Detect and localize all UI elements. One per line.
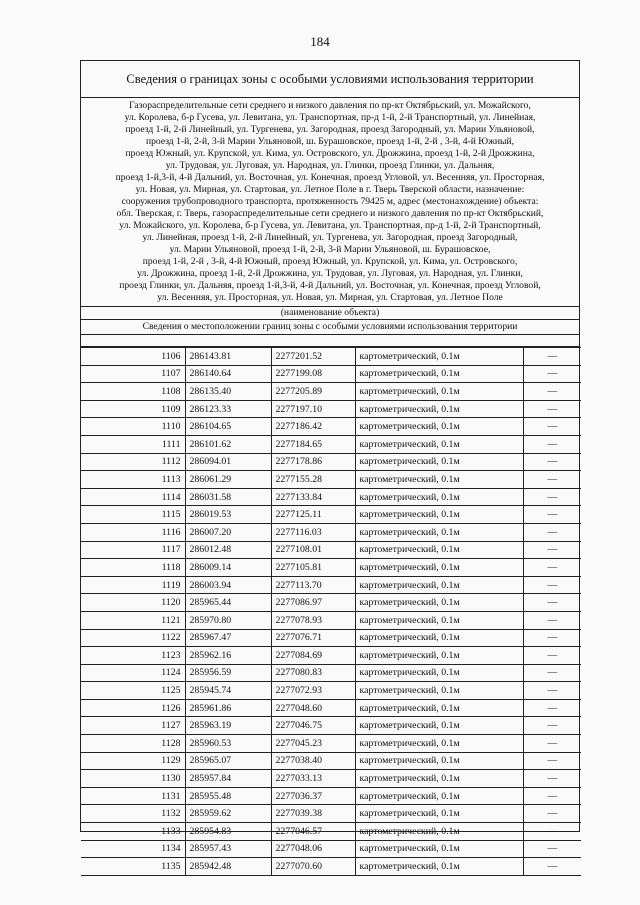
- coord-y-cell: 2277072.93: [271, 682, 355, 700]
- method-cell: картометрический, 0.1м: [355, 523, 523, 541]
- method-cell: картометрический, 0.1м: [355, 699, 523, 717]
- point-number-cell: 1109: [81, 400, 185, 418]
- point-number-cell: 1107: [81, 365, 185, 383]
- coord-x-cell: 286003.94: [185, 576, 271, 594]
- method-cell: картометрический, 0.1м: [355, 435, 523, 453]
- point-number-cell: 1123: [81, 647, 185, 665]
- description-line: проезд 1-й, 2-й Линейный, ул. Тургенева, ул. Загородная, проезд Загородный, ул. Марии Ульяновой,: [125, 124, 535, 135]
- description-line: ул. Новая, ул. Мирная, ул. Стартовая, ул. Летное Поле в г. Тверь Тверской области, назначение:: [135, 184, 525, 195]
- method-cell: картометрический, 0.1м: [355, 453, 523, 471]
- coord-y-cell: 2277078.93: [271, 611, 355, 629]
- point-number-cell: 1133: [81, 823, 185, 841]
- description-line: обл. Тверская, г. Тверь, газораспределительные сети среднего и низкого давления по пр-кт Октябрьский,: [116, 208, 544, 219]
- coord-x-cell: 285956.59: [185, 664, 271, 682]
- coord-y-cell: 2277086.97: [271, 594, 355, 612]
- coord-y-cell: 2277199.08: [271, 365, 355, 383]
- method-cell: картометрический, 0.1м: [355, 823, 523, 841]
- coord-x-cell: 285957.84: [185, 770, 271, 788]
- point-number-cell: 1124: [81, 664, 185, 682]
- point-number-cell: 1106: [81, 348, 185, 366]
- coord-x-cell: 285954.83: [185, 823, 271, 841]
- coord-x-cell: 285942.48: [185, 858, 271, 876]
- description-line: ул. Трудовая, ул. Луговая, ул. Народная, ул. Глинки, проезд Глинки, ул. Дальняя,: [165, 160, 495, 171]
- table-row: [81, 471, 581, 489]
- table-row: [81, 717, 581, 735]
- table-row: [81, 629, 581, 647]
- point-number-cell: 1115: [81, 506, 185, 524]
- table-row: [81, 752, 581, 770]
- description-line: ул. Линейная, проезд 1-й, 2-й Линейный, ул. Тургенева, ул. Загородная, проезд Загородный,: [142, 232, 518, 243]
- point-number-cell: 1110: [81, 418, 185, 436]
- coord-x-cell: 285955.48: [185, 787, 271, 805]
- method-cell: картометрический, 0.1м: [355, 365, 523, 383]
- description-line: проезд Глинки, ул. Дальняя, проезд 1-й,3-й, 4-й Дальний, ул. Восточная, ул. Конечная, проезд Угловой,: [119, 280, 541, 291]
- description-line: проезд 1-й, 2-й, 3-й Марии Ульяновой, ш. Бурашовское, проезд 1-й, 2-й , 3-й, 4-й Южный,: [145, 136, 515, 147]
- note-cell: —: [523, 541, 581, 559]
- section-title: Сведения о местоположении границ зоны с особыми условиями использования территории: [81, 320, 579, 335]
- coord-y-cell: 2277038.40: [271, 752, 355, 770]
- note-cell: —: [523, 770, 581, 788]
- coord-y-cell: 2277070.60: [271, 858, 355, 876]
- point-number-cell: 1122: [81, 629, 185, 647]
- method-cell: картометрический, 0.1м: [355, 418, 523, 436]
- note-cell: —: [523, 559, 581, 577]
- coord-x-cell: 285965.07: [185, 752, 271, 770]
- point-number-cell: 1120: [81, 594, 185, 612]
- point-number-cell: 1116: [81, 523, 185, 541]
- coord-x-cell: 286094.01: [185, 453, 271, 471]
- table-row: [81, 594, 581, 612]
- method-cell: картометрический, 0.1м: [355, 383, 523, 401]
- table-row: [81, 541, 581, 559]
- method-cell: картометрический, 0.1м: [355, 805, 523, 823]
- table-row: [81, 576, 581, 594]
- table-row: [81, 858, 581, 876]
- method-cell: картометрический, 0.1м: [355, 559, 523, 577]
- document-title: Сведения о границах зоны с особыми условиями использования территории: [81, 61, 579, 98]
- coord-x-cell: 286031.58: [185, 488, 271, 506]
- table-row: [81, 699, 581, 717]
- description-line: ул. Можайского, ул. Королева, б-р Гусева, ул. Левитана, ул. Транспортная, пр-д 1-й, 2-й Транспортный,: [119, 220, 541, 231]
- note-cell: —: [523, 453, 581, 471]
- note-cell: —: [523, 365, 581, 383]
- method-cell: картометрический, 0.1м: [355, 840, 523, 858]
- note-cell: —: [523, 435, 581, 453]
- description-line: проезд 1-й, 2-й , 3-й, 4-й Южный, проезд Южный, ул. Крупской, ул. Кима, ул. Островского,: [142, 256, 518, 267]
- coord-x-cell: 285967.47: [185, 629, 271, 647]
- note-cell: —: [523, 823, 581, 841]
- coord-y-cell: 2277125.11: [271, 506, 355, 524]
- table-row: [81, 682, 581, 700]
- coord-x-cell: 286101.62: [185, 435, 271, 453]
- note-cell: —: [523, 348, 581, 366]
- table-row: [81, 787, 581, 805]
- table-header-spacer: [81, 335, 579, 347]
- method-cell: картометрический, 0.1м: [355, 647, 523, 665]
- note-cell: —: [523, 383, 581, 401]
- note-cell: —: [523, 611, 581, 629]
- point-number-cell: 1131: [81, 787, 185, 805]
- note-cell: —: [523, 418, 581, 436]
- table-row: [81, 400, 581, 418]
- coord-y-cell: 2277045.23: [271, 735, 355, 753]
- method-cell: картометрический, 0.1м: [355, 506, 523, 524]
- note-cell: —: [523, 664, 581, 682]
- coord-x-cell: 286007.20: [185, 523, 271, 541]
- description-line: сооружения трубопроводного транспорта, протяженность 79425 м, адрес (местонахождение) объекта:: [121, 196, 539, 207]
- object-description: [81, 98, 579, 306]
- table-row: [81, 453, 581, 471]
- table-row: [81, 365, 581, 383]
- note-cell: —: [523, 752, 581, 770]
- method-cell: картометрический, 0.1м: [355, 348, 523, 366]
- method-cell: картометрический, 0.1м: [355, 787, 523, 805]
- note-cell: —: [523, 682, 581, 700]
- point-number-cell: 1126: [81, 699, 185, 717]
- method-cell: картометрический, 0.1м: [355, 594, 523, 612]
- point-number-cell: 1128: [81, 735, 185, 753]
- table-row: [81, 506, 581, 524]
- coord-y-cell: 2277046.75: [271, 717, 355, 735]
- coord-x-cell: 286009.14: [185, 559, 271, 577]
- object-name-caption: (наименование объекта): [81, 306, 579, 320]
- method-cell: картометрический, 0.1м: [355, 858, 523, 876]
- method-cell: картометрический, 0.1м: [355, 770, 523, 788]
- method-cell: картометрический, 0.1м: [355, 664, 523, 682]
- note-cell: —: [523, 594, 581, 612]
- method-cell: картометрический, 0.1м: [355, 576, 523, 594]
- note-cell: —: [523, 699, 581, 717]
- table-row: [81, 611, 581, 629]
- point-number-cell: 1121: [81, 611, 185, 629]
- point-number-cell: 1127: [81, 717, 185, 735]
- coord-x-cell: 286019.53: [185, 506, 271, 524]
- coord-y-cell: 2277036.37: [271, 787, 355, 805]
- coord-x-cell: 285960.53: [185, 735, 271, 753]
- coord-x-cell: 286135.40: [185, 383, 271, 401]
- coord-y-cell: 2277039.38: [271, 805, 355, 823]
- coord-x-cell: 285945.74: [185, 682, 271, 700]
- method-cell: картометрический, 0.1м: [355, 717, 523, 735]
- point-number-cell: 1117: [81, 541, 185, 559]
- description-line: ул. Весенняя, ул. Просторная, ул. Новая, ул. Мирная, ул. Стартовая, ул. Летное Поле: [157, 292, 503, 303]
- note-cell: —: [523, 647, 581, 665]
- table-row: [81, 383, 581, 401]
- note-cell: —: [523, 471, 581, 489]
- coord-x-cell: 285959.62: [185, 805, 271, 823]
- note-cell: —: [523, 576, 581, 594]
- method-cell: картометрический, 0.1м: [355, 735, 523, 753]
- description-line: проезд 1-й,3-й, 4-й Дальний, ул. Восточная, ул. Конечная, проезд Угловой, ул. Весенняя, ул. Просторная,: [115, 172, 545, 183]
- table-row: [81, 823, 581, 841]
- coord-x-cell: 286140.64: [185, 365, 271, 383]
- coord-x-cell: 286012.48: [185, 541, 271, 559]
- point-number-cell: 1129: [81, 752, 185, 770]
- note-cell: —: [523, 400, 581, 418]
- note-cell: —: [523, 840, 581, 858]
- point-number-cell: 1113: [81, 471, 185, 489]
- note-cell: —: [523, 787, 581, 805]
- coord-x-cell: 286104.65: [185, 418, 271, 436]
- note-cell: —: [523, 629, 581, 647]
- method-cell: картометрический, 0.1м: [355, 682, 523, 700]
- table-row: [81, 418, 581, 436]
- coordinates-table: [81, 347, 581, 876]
- coord-y-cell: 2277080.83: [271, 664, 355, 682]
- coord-y-cell: 2277205.89: [271, 383, 355, 401]
- coord-x-cell: 285961.86: [185, 699, 271, 717]
- table-row: [81, 488, 581, 506]
- table-row: [81, 664, 581, 682]
- point-number-cell: 1134: [81, 840, 185, 858]
- coord-y-cell: 2277084.69: [271, 647, 355, 665]
- coord-y-cell: 2277201.52: [271, 348, 355, 366]
- coord-y-cell: 2277048.60: [271, 699, 355, 717]
- note-cell: —: [523, 506, 581, 524]
- coord-y-cell: 2277197.10: [271, 400, 355, 418]
- coord-y-cell: 2277046.57: [271, 823, 355, 841]
- description-line: ул. Королева, б-р Гусева, ул. Левитана, ул. Транспортная, пр-д 1-й, 2-й Транспортный, ул. Линейная,: [124, 112, 536, 123]
- coord-y-cell: 2277113.70: [271, 576, 355, 594]
- description-line: проезд Южный, ул. Крупской, ул. Кима, ул. Островского, ул. Дрожжина, проезд 1-й, 2-й Дрожжина,: [125, 148, 535, 159]
- coord-y-cell: 2277048.06: [271, 840, 355, 858]
- note-cell: —: [523, 488, 581, 506]
- point-number-cell: 1132: [81, 805, 185, 823]
- coord-y-cell: 2277133.84: [271, 488, 355, 506]
- description-line: Газораспределительные сети среднего и низкого давления по пр-кт Октябрьский, ул. Можайского,: [129, 100, 531, 111]
- point-number-cell: 1112: [81, 453, 185, 471]
- method-cell: картометрический, 0.1м: [355, 611, 523, 629]
- table-row: [81, 840, 581, 858]
- method-cell: картометрический, 0.1м: [355, 629, 523, 647]
- table-row: [81, 770, 581, 788]
- coord-y-cell: 2277105.81: [271, 559, 355, 577]
- table-row: [81, 735, 581, 753]
- coord-x-cell: 286061.29: [185, 471, 271, 489]
- coord-y-cell: 2277116.03: [271, 523, 355, 541]
- coord-y-cell: 2277155.28: [271, 471, 355, 489]
- coord-x-cell: 285970.80: [185, 611, 271, 629]
- point-number-cell: 1135: [81, 858, 185, 876]
- coord-x-cell: 285957.43: [185, 840, 271, 858]
- point-number-cell: 1114: [81, 488, 185, 506]
- table-row: [81, 647, 581, 665]
- description-line: ул. Дрожжина, проезд 1-й, 2-й Дрожжина, ул. Трудовая, ул. Луговая, ул. Народная, ул. Глинки,: [137, 268, 523, 279]
- coord-y-cell: 2277184.65: [271, 435, 355, 453]
- point-number-cell: 1118: [81, 559, 185, 577]
- point-number-cell: 1119: [81, 576, 185, 594]
- method-cell: картометрический, 0.1м: [355, 400, 523, 418]
- table-row: [81, 435, 581, 453]
- method-cell: картометрический, 0.1м: [355, 471, 523, 489]
- table-row: [81, 523, 581, 541]
- point-number-cell: 1108: [81, 383, 185, 401]
- note-cell: —: [523, 805, 581, 823]
- method-cell: картометрический, 0.1м: [355, 541, 523, 559]
- note-cell: —: [523, 735, 581, 753]
- point-number-cell: 1130: [81, 770, 185, 788]
- coord-x-cell: 286123.33: [185, 400, 271, 418]
- table-row: [81, 805, 581, 823]
- method-cell: картометрический, 0.1м: [355, 752, 523, 770]
- coord-y-cell: 2277186.42: [271, 418, 355, 436]
- coord-y-cell: 2277108.01: [271, 541, 355, 559]
- coord-y-cell: 2277033.13: [271, 770, 355, 788]
- point-number-cell: 1111: [81, 435, 185, 453]
- note-cell: —: [523, 523, 581, 541]
- page-number: 184: [310, 34, 330, 49]
- coord-x-cell: 285963.19: [185, 717, 271, 735]
- method-cell: картометрический, 0.1м: [355, 488, 523, 506]
- coord-x-cell: 286143.81: [185, 348, 271, 366]
- table-row: [81, 559, 581, 577]
- point-number-cell: 1125: [81, 682, 185, 700]
- coord-y-cell: 2277178.86: [271, 453, 355, 471]
- note-cell: —: [523, 858, 581, 876]
- description-line: ул. Марии Ульяновой, проезд 1-й, 2-й, 3-й Марии Ульяновой, ш. Бурашовское,: [169, 244, 491, 255]
- note-cell: —: [523, 717, 581, 735]
- coord-x-cell: 285962.16: [185, 647, 271, 665]
- table-row: [81, 348, 581, 366]
- coord-x-cell: 285965.44: [185, 594, 271, 612]
- coord-y-cell: 2277076.71: [271, 629, 355, 647]
- document-frame: [80, 60, 580, 873]
